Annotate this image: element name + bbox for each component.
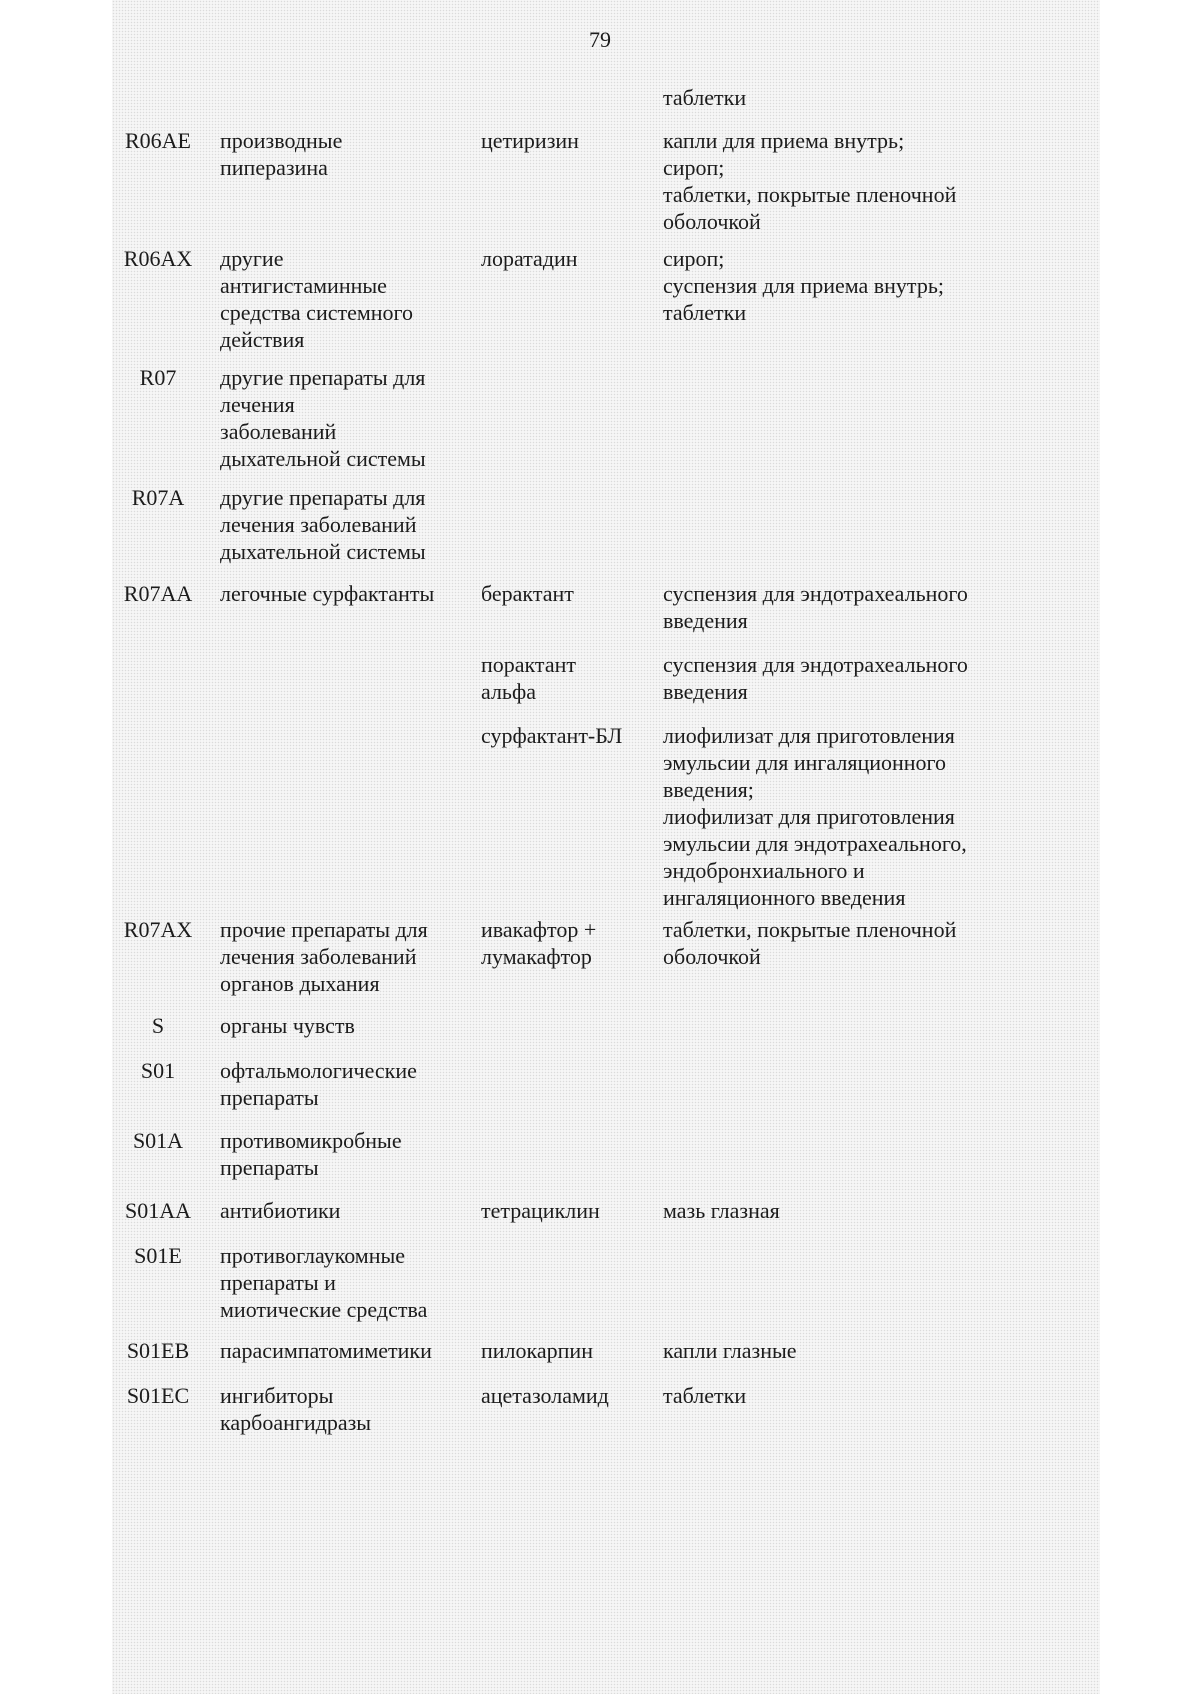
dosage-form-line: суспензия для эндотрахеального [663,652,968,677]
dosage-form-line: введения [663,679,748,704]
dosage-form-line: мазь глазная [663,1198,780,1223]
group-name-line: другие препараты для [220,365,426,390]
group-name-cell [220,916,470,997]
dosage-form-cell [663,245,1023,326]
dosage-form-line: оболочкой [663,209,761,234]
dosage-form-line: оболочкой [663,944,761,969]
dosage-form-cell [663,127,1023,235]
drug-name-cell [481,1197,656,1224]
group-name-line: дыхательной системы [220,539,426,564]
drug-name-line: порактант [481,652,576,677]
dosage-form-line: введения; [663,777,754,802]
drug-name-cell [481,722,656,749]
dosage-form-line: капли для приема внутрь; [663,128,905,153]
group-name-cell [220,484,470,565]
group-name-line: офтальмологические [220,1058,417,1083]
dosage-form-cell [663,1382,1023,1409]
dosage-form-cell [663,1337,1023,1364]
drug-name-line: берактант [481,581,574,606]
group-name-line: прочие препараты для [220,917,428,942]
group-name-line: производные [220,128,343,153]
group-name-line: органов дыхания [220,971,380,996]
group-name-line: ингибиторы [220,1383,334,1408]
group-name-line: лечения заболеваний [220,512,417,537]
group-name-cell [220,1337,470,1364]
group-name-line: миотические средства [220,1297,428,1322]
atc-code-cell: S01EB [126,1338,190,1363]
dosage-form-line: лиофилизат для приготовления [663,804,955,829]
dosage-form-line: таблетки, покрытые пленочной [663,917,957,942]
group-name-cell [220,364,470,472]
dosage-form-line: таблетки [663,300,747,325]
drug-name-line: альфа [481,679,536,704]
drug-name-line: тетрациклин [481,1198,600,1223]
group-name-line: лечения заболеваний [220,944,417,969]
group-name-line: органы чувств [220,1013,355,1038]
group-name-line: средства системного [220,300,414,325]
group-name-line: препараты [220,1085,319,1110]
group-name-cell [220,127,470,181]
drug-name-cell [481,580,656,607]
group-name-cell [220,1057,470,1111]
group-name-cell [220,1197,470,1224]
drug-name-cell [481,1382,656,1409]
atc-code-cell: R06AX [123,246,193,271]
group-name-cell [220,1242,470,1323]
group-name-line: легочные сурфактанты [220,581,435,606]
atc-code-cell: R07AX [123,917,193,942]
atc-code-cell: R07AA [123,581,193,606]
drug-name-cell [481,916,656,970]
group-name-line: дыхательной системы [220,446,426,471]
dosage-form-line: таблетки [663,85,747,110]
atc-code-cell: R07A [131,485,185,510]
dosage-form-line: эмульсии для ингаляционного [663,750,947,775]
group-name-line: лечения [220,392,295,417]
group-name-cell [220,245,470,353]
atc-code-cell: S01EC [126,1383,190,1408]
dosage-form-cell [663,580,1023,634]
dosage-form-line: таблетки, покрытые пленочной [663,182,957,207]
dosage-form-line: сироп; [663,155,725,180]
dosage-form-cell [663,722,1023,911]
dosage-form-cell [663,651,1023,705]
dosage-form-cell [663,84,1023,111]
group-name-line: препараты и [220,1270,336,1295]
group-name-cell [220,580,470,607]
dosage-form-line: суспензия для эндотрахеального [663,581,968,606]
group-name-line: пиперазина [220,155,328,180]
group-name-line: противоглаукомные [220,1243,406,1268]
group-name-cell [220,1382,470,1436]
dosage-form-line: лиофилизат для приготовления [663,723,955,748]
group-name-line: парасимпатомиметики [220,1338,432,1363]
drug-name-cell [481,127,656,154]
dosage-form-line: капли глазные [663,1338,797,1363]
drug-name-line: цетиризин [481,128,579,153]
atc-code-cell: R07 [139,365,177,390]
atc-code-cell: S01E [134,1243,182,1268]
dosage-form-line: таблетки [663,1383,747,1408]
group-name-line: другие препараты для [220,485,426,510]
group-name-line: карбоангидразы [220,1410,372,1435]
atc-code-cell: S [151,1013,165,1038]
group-name-cell [220,1012,470,1039]
drug-name-line: пилокарпин [481,1338,593,1363]
drug-name-cell [481,1337,656,1364]
group-name-line: антибиотики [220,1198,341,1223]
dosage-form-line: эмульсии для эндотрахеального, [663,831,967,856]
dosage-form-line: ингаляционного введения [663,885,906,910]
atc-code-cell: S01 [140,1058,176,1083]
atc-code-cell: S01AA [124,1198,191,1223]
dosage-form-cell [663,916,1023,970]
drug-name-line: лоратадин [481,246,578,271]
group-name-line: противомикробные [220,1128,402,1153]
group-name-line: другие [220,246,284,271]
dosage-form-line: введения [663,608,748,633]
group-name-line: антигистаминные [220,273,387,298]
atc-code-cell: S01A [132,1128,184,1153]
atc-code-cell: R06AE [125,128,191,153]
group-name-line: заболеваний [220,419,337,444]
dosage-form-line: эндобронхиального и [663,858,865,883]
dosage-form-line: сироп; [663,246,725,271]
drug-name-line: сурфактант-БЛ [481,723,623,748]
dosage-form-cell [663,1197,1023,1224]
drug-name-line: ацетазоламид [481,1383,609,1408]
page-number: 79 [589,27,611,52]
group-name-line: препараты [220,1155,319,1180]
drug-name-line: лумакафтор [481,944,592,969]
dosage-form-line: суспензия для приема внутрь; [663,273,944,298]
drug-name-line: ивакафтор + [481,917,597,942]
drug-name-cell [481,651,656,705]
group-name-line: действия [220,327,305,352]
group-name-cell [220,1127,470,1181]
drug-name-cell [481,245,656,272]
